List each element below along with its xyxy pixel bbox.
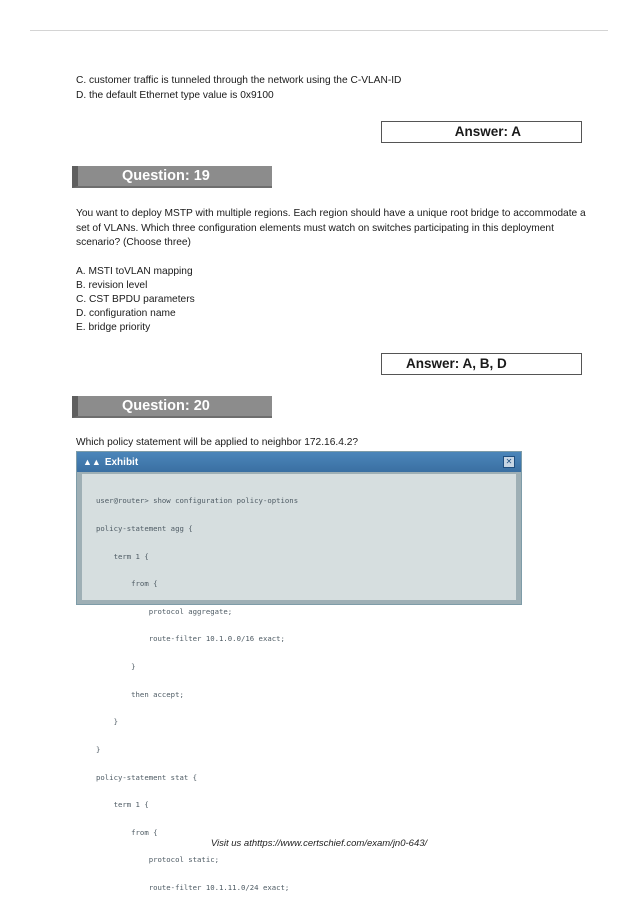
code-line: from {	[96, 579, 158, 589]
question-19-text: You want to deploy MSTP with multiple regions. Each region should have a unique root bridge to accommodate a set of VLANs. Which three configuration elements must watch on switches participating in this deployment scenario? (Choose three)	[76, 208, 586, 248]
prev-option-d: D. the default Ethernet type value is 0x9100	[76, 90, 274, 101]
exhibit-titlebar	[77, 452, 521, 472]
code-line: }	[96, 717, 118, 727]
code-line: }	[96, 662, 136, 672]
code-line: user@router> show configuration policy-options	[96, 496, 299, 506]
code-line: then accept;	[96, 689, 184, 699]
question-title: Question: 19	[122, 168, 210, 184]
answer-text: Answer: A	[454, 124, 521, 139]
code-line: term 1 {	[96, 800, 149, 810]
juniper-logo-icon: ▲▲	[83, 457, 101, 467]
option-b: B. revision level	[76, 280, 148, 291]
code-line: route-filter 10.1.11.0/24 exact;	[96, 882, 290, 892]
option-e: E. bridge priority	[76, 322, 151, 333]
code-line: policy-statement stat {	[96, 772, 198, 782]
option-d: D. configuration name	[76, 308, 176, 319]
code-line: route-filter 10.1.0.0/16 exact;	[96, 634, 285, 644]
answer-box-18	[381, 121, 582, 143]
option-c: C. CST BPDU parameters	[76, 294, 195, 305]
footer-link[interactable]: Visit us athttps://www.certschief.com/exam/jn0-643/	[210, 838, 428, 849]
code-line: from {	[96, 827, 158, 837]
header-rule	[30, 30, 608, 31]
question-20-banner	[72, 396, 272, 418]
question-19-banner	[72, 166, 272, 188]
code-line: }	[96, 744, 101, 754]
code-line: policy-statement agg {	[96, 524, 193, 534]
code-line: protocol aggregate;	[96, 606, 233, 616]
prev-option-c: C. customer traffic is tunneled through the network using the C-VLAN-ID	[76, 75, 402, 86]
answer-box-19	[381, 353, 582, 375]
answer-text: Answer: A, B, D	[406, 356, 507, 371]
exhibit-title: Exhibit	[104, 457, 139, 468]
code-line: protocol static;	[96, 855, 220, 865]
question-title: Question: 20	[122, 398, 210, 414]
option-a: A. MSTI toVLAN mapping	[76, 266, 193, 277]
close-icon[interactable]: ✕	[503, 456, 515, 468]
question-20-text: Which policy statement will be applied to neighbor 172.16.4.2?	[76, 437, 359, 448]
code-line: term 1 {	[96, 551, 149, 561]
